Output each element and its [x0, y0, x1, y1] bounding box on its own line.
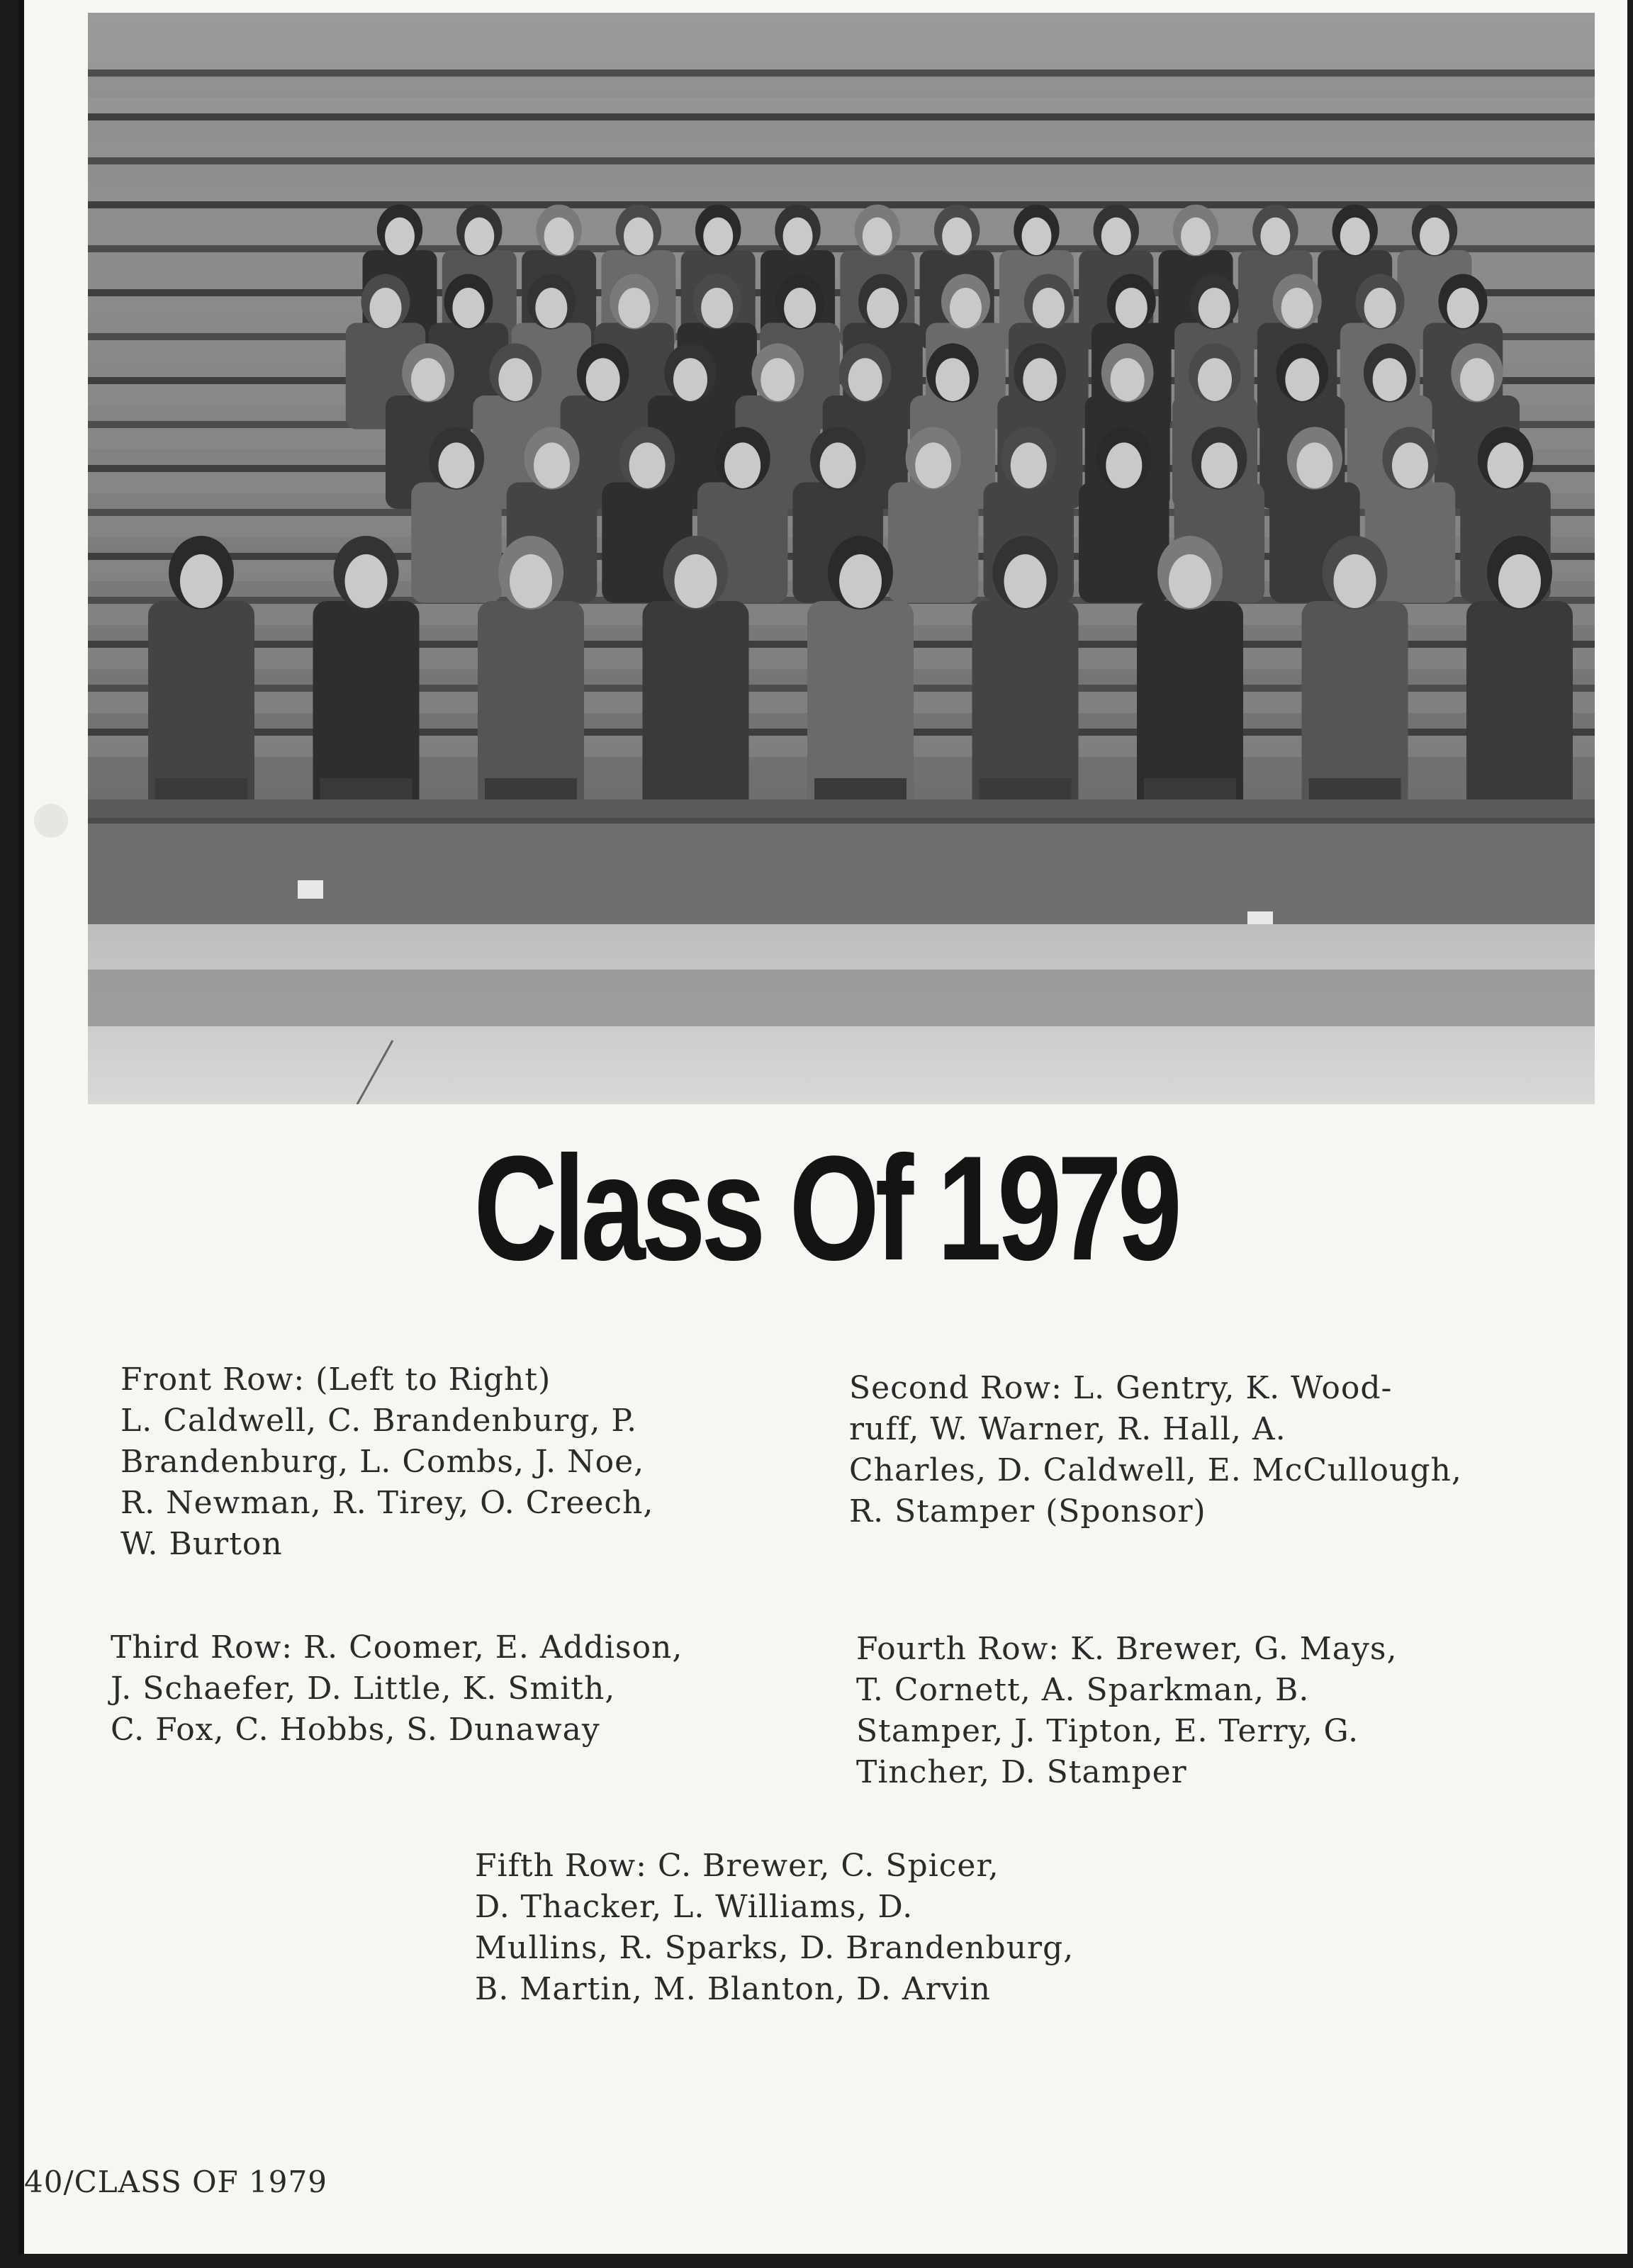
page-mark-icon — [34, 804, 68, 838]
class-group-photo — [88, 13, 1595, 1104]
yearbook-page — [18, 0, 1627, 2254]
caption-fourth-row: Fourth Row: K. Brewer, G. Mays, T. Cornett, A. Sparkman, B. Stamper, J. Tipton, E. Terry, G. Tincher, D. Stamper — [856, 1631, 1398, 1790]
caption-front-row: Front Row: (Left to Right) L. Caldwell, C. Brandenburg, P. Brandenburg, L. Combs, J. Noe, R. Newman, R. Tirey, O. Creech, W. Burton — [120, 1362, 654, 1562]
caption-third-row: Third Row: R. Coomer, E. Addison, J. Schaefer, D. Little, K. Smith, C. Fox, C. Hobbs, S. Dunaway — [111, 1629, 683, 1748]
caption-fifth-row: Fifth Row: C. Brewer, C. Spicer, D. Thacker, L. Williams, D. Mullins, R. Sparks, D. Brandenburg, B. Martin, M. Blanton, D. Arvin — [475, 1848, 1074, 2007]
page-title: Class Of 1979 — [473, 1125, 1178, 1291]
photo-graphic — [88, 13, 1595, 1104]
caption-second-row: Second Row: L. Gentry, K. Wood- ruff, W. Warner, R. Hall, A. Charles, D. Caldwell, E. McCullough, R. Stamper (Sponsor) — [849, 1370, 1462, 1529]
page-folio: 40/CLASS OF 1979 — [24, 2165, 327, 2199]
